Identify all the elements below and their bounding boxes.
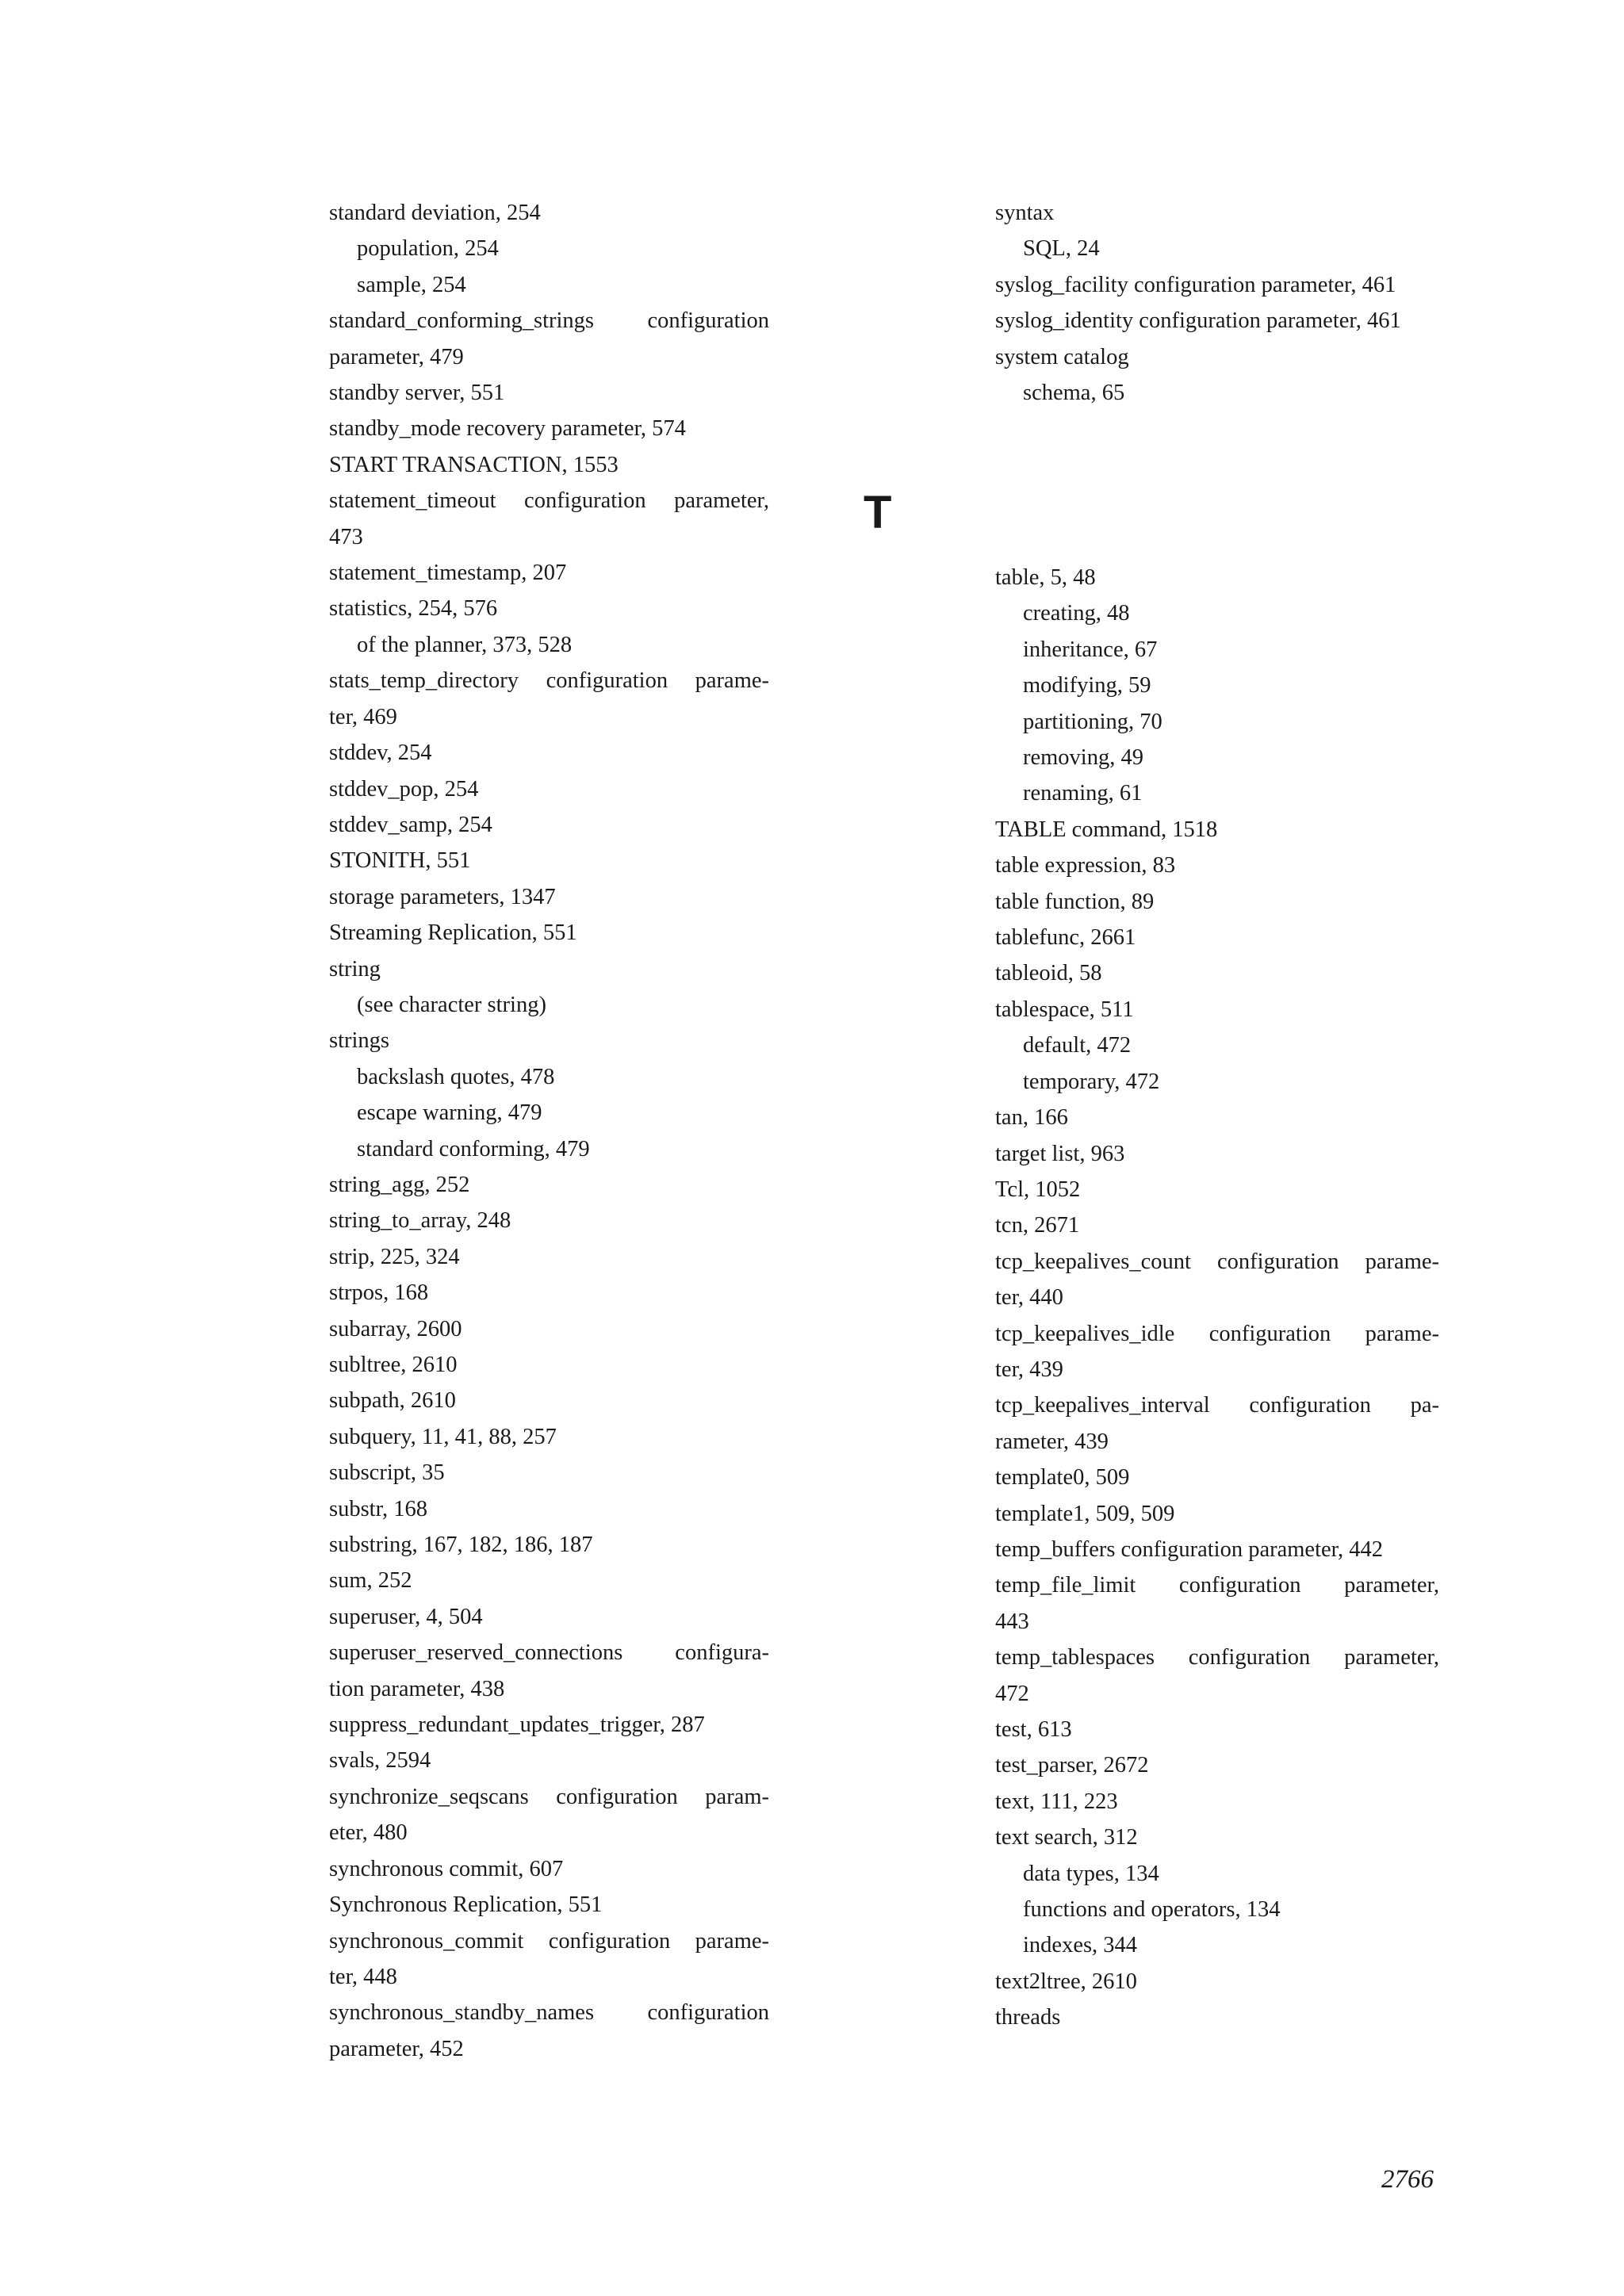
index-entry: tan, 166 (995, 1105, 1068, 1131)
index-subentry: removing, 49 (1023, 745, 1143, 771)
index-entry: syntax (995, 201, 1055, 225)
index-entry (329, 1995, 769, 2067)
index-entry-line: parameter, 479 (329, 344, 464, 369)
index-entry: sum, 252 (329, 1568, 412, 1594)
index-entry: table, 5, 48 (995, 565, 1096, 590)
index-entry: system catalog (995, 344, 1129, 369)
index-entry-line: 472 (995, 1681, 1029, 1706)
index-entry: standard deviation, 254 (329, 201, 541, 225)
index-entry: tableoid, 58 (995, 961, 1102, 986)
index-entry-line: synchronous_commit configuration parame- (329, 1928, 769, 1954)
index-subentry: schema, 65 (1023, 381, 1125, 406)
index-entry-line: ter, 440 (995, 1285, 1063, 1311)
index-entry: template1, 509, 509 (995, 1501, 1175, 1526)
index-entry: superuser, 4, 504 (329, 1604, 483, 1629)
index-entry: Streaming Replication, 551 (329, 920, 577, 946)
page-number: 2766 (1381, 2165, 1434, 2194)
index-subentry: population, 254 (357, 236, 499, 262)
index-entry-line: parameter, 452 (329, 2036, 464, 2061)
index-entry: statistics, 254, 576 (329, 596, 498, 622)
index-entry: temp_buffers configuration parameter, 442 (995, 1536, 1383, 1562)
index-entry: test, 613 (995, 1717, 1072, 1742)
index-subentry: of the planner, 373, 528 (357, 632, 573, 657)
index-entry: text, 111, 223 (995, 1789, 1118, 1814)
index-entry-line: standard_conforming_strings configuration (329, 308, 769, 334)
index-entry (329, 663, 769, 735)
index-entry-line: stats_temp_directory configuration parame- (329, 668, 769, 694)
index-column-left (329, 195, 769, 2067)
index-entry (995, 1640, 1439, 1712)
index-entry: stddev_pop, 254 (329, 776, 479, 802)
index-entry: tablefunc, 2661 (995, 925, 1136, 951)
index-entry: STONITH, 551 (329, 848, 471, 874)
index-subentry: indexes, 344 (1023, 1933, 1138, 1958)
index-subentry: escape warning, 479 (357, 1100, 542, 1126)
index-entry: standby_mode recovery parameter, 574 (329, 416, 686, 442)
index-entry: tablespace, 511 (995, 997, 1134, 1022)
index-entry: START TRANSACTION, 1553 (329, 452, 619, 477)
index-entry-line: temp_tablespaces configuration parameter, (995, 1645, 1439, 1670)
index-entry-line: tcp_keepalives_interval configuration pa- (995, 1393, 1439, 1418)
index-subentry: functions and operators, 134 (1023, 1897, 1281, 1923)
index-column-right-top (995, 195, 1439, 411)
index-entry (995, 1387, 1439, 1460)
index-entry: test_parser, 2672 (995, 1753, 1149, 1778)
index-entry-line: tcp_keepalives_count configuration parame- (995, 1249, 1439, 1274)
index-entry-line: 443 (995, 1609, 1029, 1634)
index-entry-line: tcp_keepalives_idle configuration parame- (995, 1321, 1439, 1346)
index-entry: synchronous commit, 607 (329, 1856, 564, 1881)
index-entry: text2ltree, 2610 (995, 1969, 1137, 1994)
index-entry: target list, 963 (995, 1141, 1125, 1166)
index-entry-line: synchronize_seqscans configuration param- (329, 1784, 769, 1809)
index-entry: Tcl, 1052 (995, 1177, 1081, 1202)
index-entry (329, 483, 769, 555)
index-entry (329, 1779, 769, 1851)
index-entry: Synchronous Replication, 551 (329, 1892, 603, 1918)
index-subentry: data types, 134 (1023, 1861, 1159, 1886)
index-entry-line: rameter, 439 (995, 1429, 1109, 1454)
index-entry: subpath, 2610 (329, 1388, 456, 1414)
index-entry-line: synchronous_standby_names configuration (329, 2000, 769, 2026)
index-entry-line: eter, 480 (329, 1820, 408, 1846)
index-entry: strpos, 168 (329, 1280, 429, 1306)
index-entry: strings (329, 1028, 390, 1054)
index-entry: stddev, 254 (329, 740, 432, 766)
index-subentry: temporary, 472 (1023, 1069, 1160, 1094)
index-entry: strip, 225, 324 (329, 1244, 460, 1269)
index-entry-line: temp_file_limit configuration parameter, (995, 1573, 1439, 1598)
index-entry-line: 473 (329, 524, 363, 549)
index-entry: text search, 312 (995, 1825, 1138, 1850)
index-entry: stddev_samp, 254 (329, 812, 492, 837)
index-entry (329, 303, 769, 375)
index-subentry: default, 472 (1023, 1033, 1132, 1058)
index-subentry: backslash quotes, 478 (357, 1064, 555, 1089)
index-entry: subquery, 11, 41, 88, 257 (329, 1424, 557, 1449)
index-entry: suppress_redundant_updates_trigger, 287 (329, 1712, 705, 1738)
index-entry-line: superuser_reserved_connections configura- (329, 1640, 769, 1666)
index-entry: template0, 509 (995, 1465, 1130, 1490)
index-entry: TABLE command, 1518 (995, 817, 1218, 842)
index-entry (329, 1923, 769, 1996)
index-entry-line: ter, 448 (329, 1964, 397, 1989)
index-entry: subarray, 2600 (329, 1316, 462, 1341)
index-subentry: renaming, 61 (1023, 781, 1143, 806)
index-subentry: creating, 48 (1023, 601, 1130, 626)
index-entry: table function, 89 (995, 889, 1155, 914)
index-entry-line: ter, 439 (995, 1357, 1063, 1382)
index-entry (995, 1244, 1439, 1316)
index-column-right (995, 560, 1439, 2036)
index-entry: substr, 168 (329, 1496, 427, 1521)
index-entry: threads (995, 2005, 1061, 2030)
index-entry: standby server, 551 (329, 381, 505, 406)
index-entry: statement_timestamp, 207 (329, 561, 567, 586)
index-entry-line: statement_timeout configuration parameter, (329, 488, 769, 514)
index-entry: storage parameters, 1347 (329, 884, 556, 909)
index-entry-line: tion parameter, 438 (329, 1676, 505, 1701)
index-entry: substring, 167, 182, 186, 187 (329, 1533, 593, 1558)
index-entry (329, 1635, 769, 1707)
index-entry: syslog_identity configuration parameter, 461 (995, 308, 1401, 334)
index-entry (995, 1316, 1439, 1388)
section-letter-heading: T (864, 487, 892, 538)
index-entry: syslog_facility configuration parameter, 461 (995, 272, 1396, 297)
index-entry (995, 1567, 1439, 1640)
index-entry: string_agg, 252 (329, 1172, 470, 1197)
index-subentry: inheritance, 67 (1023, 637, 1158, 662)
index-subentry: (see character string) (357, 992, 546, 1017)
index-entry: svals, 2594 (329, 1748, 431, 1774)
index-entry: subltree, 2610 (329, 1353, 458, 1377)
index-entry: tcn, 2671 (995, 1213, 1080, 1238)
index-subentry: sample, 254 (357, 272, 466, 297)
index-entry-line: ter, 469 (329, 704, 397, 729)
index-entry: string_to_array, 248 (329, 1208, 511, 1234)
index-subentry: modifying, 59 (1023, 673, 1151, 698)
index-entry: subscript, 35 (329, 1460, 445, 1486)
index-entry: table expression, 83 (995, 853, 1176, 878)
index-subentry: SQL, 24 (1023, 236, 1100, 262)
index-entry: string (329, 956, 381, 982)
index-subentry: standard conforming, 479 (357, 1136, 590, 1161)
index-subentry: partitioning, 70 (1023, 709, 1162, 734)
